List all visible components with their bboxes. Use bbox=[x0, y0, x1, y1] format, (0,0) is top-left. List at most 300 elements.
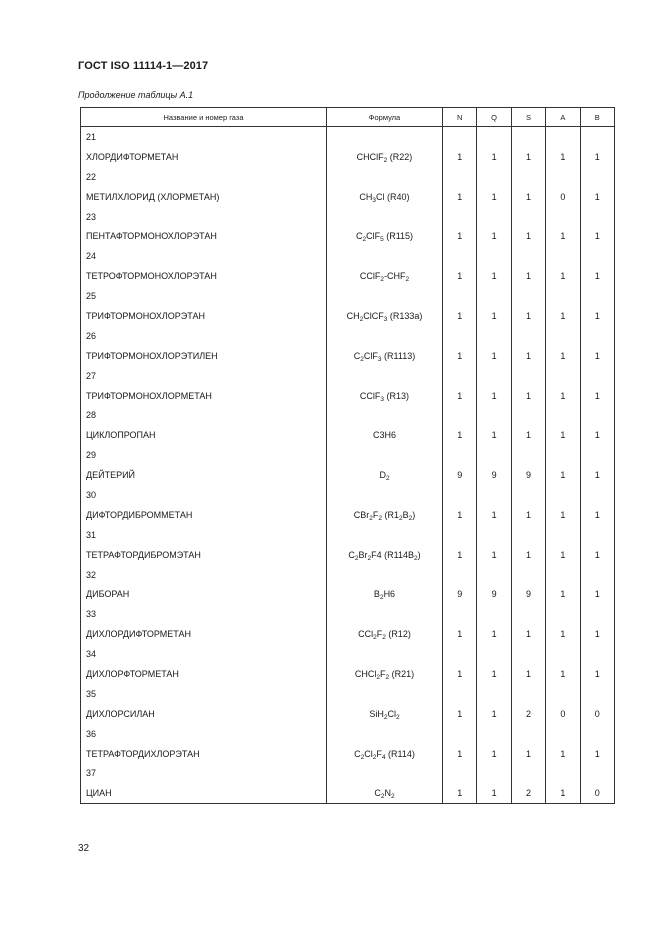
gas-formula bbox=[327, 664, 443, 684]
value-b: 1 bbox=[580, 346, 614, 366]
formula-part: C bbox=[354, 748, 361, 759]
formula-part: Cl bbox=[387, 708, 396, 719]
formula-part: B bbox=[373, 589, 380, 600]
formula-part: 2 bbox=[369, 514, 373, 522]
gas-number-row bbox=[81, 445, 615, 465]
empty-cell bbox=[477, 604, 511, 624]
formula-part: B bbox=[402, 509, 409, 520]
empty-cell bbox=[443, 286, 477, 306]
page-number: 32 bbox=[78, 843, 90, 854]
empty-cell bbox=[511, 167, 545, 187]
formula-part: 5 bbox=[380, 236, 384, 244]
formula-part: 2 bbox=[378, 514, 382, 522]
gas-number: 22 bbox=[81, 167, 327, 187]
empty-cell bbox=[443, 326, 477, 346]
empty-cell bbox=[546, 684, 580, 704]
value-n: 1 bbox=[443, 306, 477, 326]
value-b: 1 bbox=[580, 664, 614, 684]
gas-number: 32 bbox=[81, 565, 327, 585]
gas-name: МЕТИЛХЛОРИД (ХЛОРМЕТАН) bbox=[81, 187, 327, 207]
gas-row bbox=[81, 266, 615, 286]
gas-row bbox=[81, 147, 615, 167]
gas-formula bbox=[327, 744, 443, 764]
empty-cell bbox=[477, 127, 511, 147]
formula-part: 2 bbox=[385, 475, 390, 483]
value-n: 1 bbox=[443, 744, 477, 764]
gas-row bbox=[81, 425, 615, 445]
gas-formula bbox=[327, 306, 443, 326]
gas-name: ТЕТРАФТОРДИХЛОРЭТАН bbox=[81, 744, 327, 764]
value-a: 1 bbox=[546, 226, 580, 246]
formula-part: 2 bbox=[372, 753, 377, 761]
value-a: 1 bbox=[546, 664, 580, 684]
value-q: 9 bbox=[477, 465, 511, 485]
gas-number: 28 bbox=[81, 405, 327, 425]
gas-number-row bbox=[81, 326, 615, 346]
gas-number-row bbox=[81, 764, 615, 784]
formula-part: CClF bbox=[359, 271, 381, 282]
empty-cell bbox=[580, 286, 614, 306]
empty-cell bbox=[580, 764, 614, 784]
value-b: 1 bbox=[580, 624, 614, 644]
gas-row bbox=[81, 744, 615, 764]
column-header-a: A bbox=[546, 108, 580, 127]
formula-part: CBr bbox=[353, 509, 370, 520]
gas-formula bbox=[327, 187, 443, 207]
gas-number: 31 bbox=[81, 525, 327, 545]
formula-part: SiH bbox=[369, 708, 384, 719]
value-q: 1 bbox=[477, 306, 511, 326]
value-b: 1 bbox=[580, 386, 614, 406]
empty-cell bbox=[511, 604, 545, 624]
value-a: 1 bbox=[546, 425, 580, 445]
gas-row bbox=[81, 226, 615, 246]
empty-cell bbox=[511, 207, 545, 227]
empty-cell bbox=[327, 286, 443, 306]
value-s: 1 bbox=[511, 306, 545, 326]
empty-cell bbox=[443, 764, 477, 784]
gas-number: 29 bbox=[81, 445, 327, 465]
formula-part: (R1113) bbox=[381, 350, 416, 361]
gas-number: 24 bbox=[81, 246, 327, 266]
value-q: 1 bbox=[477, 624, 511, 644]
value-n: 1 bbox=[443, 624, 477, 644]
formula-part: C bbox=[348, 549, 355, 560]
gas-formula bbox=[327, 346, 443, 366]
table-body bbox=[81, 127, 615, 804]
value-q: 1 bbox=[477, 505, 511, 525]
empty-cell bbox=[443, 167, 477, 187]
value-s: 1 bbox=[511, 187, 545, 207]
empty-cell bbox=[443, 525, 477, 545]
value-n: 9 bbox=[443, 584, 477, 604]
formula-part: C bbox=[374, 788, 381, 799]
value-q: 1 bbox=[477, 147, 511, 167]
value-s: 1 bbox=[511, 545, 545, 565]
gas-formula bbox=[327, 624, 443, 644]
empty-cell bbox=[546, 764, 580, 784]
formula-part: H6 bbox=[383, 589, 396, 600]
empty-cell bbox=[443, 565, 477, 585]
value-s: 9 bbox=[511, 584, 545, 604]
gas-number-row bbox=[81, 405, 615, 425]
gas-row bbox=[81, 386, 615, 406]
gas-number: 35 bbox=[81, 684, 327, 704]
formula-part: ClF bbox=[363, 350, 378, 361]
formula-part: 2 bbox=[413, 554, 418, 562]
empty-cell bbox=[477, 167, 511, 187]
gas-formula bbox=[327, 704, 443, 724]
empty-cell bbox=[327, 485, 443, 505]
value-q: 1 bbox=[477, 386, 511, 406]
gas-number-row bbox=[81, 286, 615, 306]
formula-part: CClF bbox=[359, 390, 381, 401]
value-s: 2 bbox=[511, 704, 545, 724]
formula-part: ClF bbox=[366, 231, 381, 242]
value-q: 1 bbox=[477, 545, 511, 565]
value-b: 1 bbox=[580, 147, 614, 167]
empty-cell bbox=[546, 246, 580, 266]
gas-number-row bbox=[81, 207, 615, 227]
formula-part: 2 bbox=[360, 355, 364, 363]
value-b: 0 bbox=[580, 704, 614, 724]
value-b: 1 bbox=[580, 187, 614, 207]
formula-part: C3H6 bbox=[372, 430, 396, 441]
empty-cell bbox=[546, 565, 580, 585]
gas-name: ЦИАН bbox=[81, 783, 327, 803]
gas-number: 27 bbox=[81, 366, 327, 386]
empty-cell bbox=[477, 246, 511, 266]
formula-part: CHClF bbox=[356, 151, 384, 162]
formula-part: CH bbox=[359, 191, 373, 202]
gas-name: ДИХЛОРФТОРМЕТАН bbox=[81, 664, 327, 684]
formula-part: CHCl bbox=[354, 668, 377, 679]
gas-name: ТРИФТОРМОНОХЛОРМЕТАН bbox=[81, 386, 327, 406]
formula-part: (R114) bbox=[385, 748, 415, 759]
value-n: 1 bbox=[443, 664, 477, 684]
formula-part: 2 bbox=[354, 554, 359, 562]
empty-cell bbox=[580, 724, 614, 744]
empty-cell bbox=[580, 684, 614, 704]
empty-cell bbox=[443, 485, 477, 505]
empty-cell bbox=[580, 644, 614, 664]
value-s: 1 bbox=[511, 147, 545, 167]
empty-cell bbox=[443, 366, 477, 386]
gas-name: ДИБОРАН bbox=[81, 584, 327, 604]
formula-part: 2 bbox=[408, 514, 413, 522]
gas-name: ДИХЛОРСИЛАН bbox=[81, 704, 327, 724]
formula-part: C bbox=[353, 350, 361, 361]
value-a: 1 bbox=[546, 266, 580, 286]
value-s: 1 bbox=[511, 346, 545, 366]
formula-part: F bbox=[376, 748, 382, 759]
formula-part: (R13) bbox=[384, 390, 410, 401]
formula-part: (R22) bbox=[387, 151, 413, 162]
formula-part: F bbox=[376, 629, 383, 640]
empty-cell bbox=[511, 565, 545, 585]
value-s: 1 bbox=[511, 624, 545, 644]
gas-table bbox=[80, 107, 615, 804]
gas-number-row bbox=[81, 366, 615, 386]
gas-number-row bbox=[81, 644, 615, 664]
formula-part: 2 bbox=[405, 276, 410, 284]
empty-cell bbox=[580, 246, 614, 266]
formula-part: 2 bbox=[376, 673, 380, 681]
formula-part: CCl bbox=[358, 629, 374, 640]
formula-part: N bbox=[384, 788, 391, 799]
formula-part: F4 (R114B bbox=[371, 549, 414, 560]
empty-cell bbox=[511, 724, 545, 744]
empty-cell bbox=[580, 127, 614, 147]
empty-cell bbox=[477, 724, 511, 744]
value-q: 1 bbox=[477, 346, 511, 366]
gas-name: ПЕНТАФТОРМОНОХЛОРЭТАН bbox=[81, 226, 327, 246]
value-n: 1 bbox=[443, 704, 477, 724]
value-b: 1 bbox=[580, 226, 614, 246]
formula-part: F bbox=[379, 668, 386, 679]
empty-cell bbox=[511, 644, 545, 664]
value-a: 0 bbox=[546, 704, 580, 724]
empty-cell bbox=[327, 604, 443, 624]
value-s: 1 bbox=[511, 266, 545, 286]
empty-cell bbox=[327, 525, 443, 545]
gas-row bbox=[81, 584, 615, 604]
gas-row bbox=[81, 465, 615, 485]
gas-name: ТРИФТОРМОНОХЛОРЭТИЛЕН bbox=[81, 346, 327, 366]
empty-cell bbox=[327, 405, 443, 425]
empty-cell bbox=[443, 246, 477, 266]
value-n: 1 bbox=[443, 226, 477, 246]
value-b: 1 bbox=[580, 744, 614, 764]
formula-part: 2 bbox=[379, 594, 384, 602]
gas-number: 37 bbox=[81, 764, 327, 784]
empty-cell bbox=[580, 485, 614, 505]
gas-number-row bbox=[81, 525, 615, 545]
value-n: 1 bbox=[443, 266, 477, 286]
empty-cell bbox=[327, 127, 443, 147]
value-s: 2 bbox=[511, 783, 545, 803]
gas-row bbox=[81, 545, 615, 565]
empty-cell bbox=[546, 167, 580, 187]
empty-cell bbox=[546, 405, 580, 425]
gas-number: 36 bbox=[81, 724, 327, 744]
value-s: 1 bbox=[511, 664, 545, 684]
value-a: 1 bbox=[546, 306, 580, 326]
gas-row bbox=[81, 187, 615, 207]
empty-cell bbox=[546, 644, 580, 664]
column-header-name: Название и номер газа bbox=[81, 108, 327, 127]
formula-part: Cl (R40) bbox=[376, 191, 410, 202]
value-q: 9 bbox=[477, 584, 511, 604]
formula-part: 2 bbox=[373, 634, 377, 642]
formula-part: C bbox=[355, 231, 363, 242]
value-n: 1 bbox=[443, 545, 477, 565]
gas-number-row bbox=[81, 485, 615, 505]
value-a: 1 bbox=[546, 584, 580, 604]
gas-number: 33 bbox=[81, 604, 327, 624]
gas-formula bbox=[327, 505, 443, 525]
column-header-b: B bbox=[580, 108, 614, 127]
empty-cell bbox=[477, 485, 511, 505]
document-title: ГОСТ ISO 11114-1—2017 bbox=[78, 60, 209, 72]
formula-part: 2 bbox=[367, 554, 372, 562]
empty-cell bbox=[546, 604, 580, 624]
empty-cell bbox=[511, 326, 545, 346]
gas-name: ХЛОРДИФТОРМЕТАН bbox=[81, 147, 327, 167]
empty-cell bbox=[511, 405, 545, 425]
value-a: 1 bbox=[546, 744, 580, 764]
formula-part: 3 bbox=[380, 395, 385, 403]
gas-formula bbox=[327, 465, 443, 485]
value-n: 1 bbox=[443, 147, 477, 167]
empty-cell bbox=[477, 445, 511, 465]
empty-cell bbox=[477, 207, 511, 227]
gas-row bbox=[81, 624, 615, 644]
empty-cell bbox=[327, 764, 443, 784]
formula-part: 2 bbox=[382, 634, 386, 642]
empty-cell bbox=[580, 405, 614, 425]
empty-cell bbox=[511, 525, 545, 545]
value-q: 1 bbox=[477, 783, 511, 803]
empty-cell bbox=[511, 366, 545, 386]
value-q: 1 bbox=[477, 425, 511, 445]
empty-cell bbox=[511, 127, 545, 147]
gas-number: 34 bbox=[81, 644, 327, 664]
gas-name: ДЕЙТЕРИЙ bbox=[81, 465, 327, 485]
gas-name: ТРИФТОРМОНОХЛОРЭТАН bbox=[81, 306, 327, 326]
value-b: 1 bbox=[580, 425, 614, 445]
value-s: 1 bbox=[511, 505, 545, 525]
formula-part: 2 bbox=[360, 753, 365, 761]
formula-part: 2 bbox=[380, 276, 384, 284]
formula-part: 2 bbox=[383, 713, 388, 721]
gas-name: ДИФТОРДИБРОММЕТАН bbox=[81, 505, 327, 525]
value-n: 1 bbox=[443, 783, 477, 803]
value-n: 1 bbox=[443, 346, 477, 366]
gas-number-row bbox=[81, 565, 615, 585]
empty-cell bbox=[546, 326, 580, 346]
empty-cell bbox=[477, 326, 511, 346]
empty-cell bbox=[511, 485, 545, 505]
formula-part: -CHF bbox=[384, 271, 406, 282]
empty-cell bbox=[511, 286, 545, 306]
formula-part: 2 bbox=[396, 713, 400, 721]
value-n: 1 bbox=[443, 425, 477, 445]
empty-cell bbox=[511, 445, 545, 465]
formula-part: ) bbox=[412, 509, 416, 520]
gas-name: ДИХЛОРДИФТОРМЕТАН bbox=[81, 624, 327, 644]
empty-cell bbox=[327, 445, 443, 465]
value-a: 1 bbox=[546, 545, 580, 565]
empty-cell bbox=[477, 764, 511, 784]
value-q: 1 bbox=[477, 266, 511, 286]
table-caption: Продолжение таблицы А.1 bbox=[78, 90, 194, 100]
value-n: 1 bbox=[443, 386, 477, 406]
column-header-n: N bbox=[443, 108, 477, 127]
empty-cell bbox=[580, 207, 614, 227]
value-a: 1 bbox=[546, 783, 580, 803]
value-n: 1 bbox=[443, 505, 477, 525]
gas-formula bbox=[327, 783, 443, 803]
empty-cell bbox=[327, 167, 443, 187]
gas-row bbox=[81, 664, 615, 684]
gas-number: 25 bbox=[81, 286, 327, 306]
value-q: 1 bbox=[477, 704, 511, 724]
empty-cell bbox=[546, 366, 580, 386]
gas-row bbox=[81, 306, 615, 326]
formula-part: (R12) bbox=[385, 629, 411, 640]
formula-part: (R21) bbox=[389, 668, 415, 679]
empty-cell bbox=[327, 644, 443, 664]
formula-part: CH bbox=[346, 310, 360, 321]
formula-part: 2 bbox=[399, 514, 403, 522]
empty-cell bbox=[511, 764, 545, 784]
empty-cell bbox=[443, 604, 477, 624]
empty-cell bbox=[580, 326, 614, 346]
value-q: 1 bbox=[477, 664, 511, 684]
empty-cell bbox=[580, 525, 614, 545]
value-s: 1 bbox=[511, 744, 545, 764]
value-n: 9 bbox=[443, 465, 477, 485]
formula-part: ClCF bbox=[363, 310, 384, 321]
gas-row bbox=[81, 704, 615, 724]
empty-cell bbox=[477, 565, 511, 585]
empty-cell bbox=[327, 207, 443, 227]
value-b: 1 bbox=[580, 465, 614, 485]
value-q: 1 bbox=[477, 187, 511, 207]
gas-number-row bbox=[81, 604, 615, 624]
gas-number: 23 bbox=[81, 207, 327, 227]
formula-part: 3 bbox=[372, 196, 377, 204]
empty-cell bbox=[327, 684, 443, 704]
gas-formula bbox=[327, 266, 443, 286]
value-a: 1 bbox=[546, 147, 580, 167]
empty-cell bbox=[443, 684, 477, 704]
column-header-formula: Формула bbox=[327, 108, 443, 127]
value-a: 0 bbox=[546, 187, 580, 207]
gas-row bbox=[81, 505, 615, 525]
gas-row bbox=[81, 783, 615, 803]
empty-cell bbox=[327, 565, 443, 585]
formula-part: 2 bbox=[383, 156, 388, 164]
formula-part: 3 bbox=[377, 355, 382, 363]
value-n: 1 bbox=[443, 187, 477, 207]
gas-number: 21 bbox=[81, 127, 327, 147]
gas-formula bbox=[327, 584, 443, 604]
formula-part: 2 bbox=[359, 315, 364, 323]
formula-part: 4 bbox=[381, 753, 386, 761]
table-header-row bbox=[81, 108, 615, 127]
formula-part: (R133a) bbox=[387, 310, 423, 321]
gas-formula bbox=[327, 147, 443, 167]
value-a: 1 bbox=[546, 624, 580, 644]
empty-cell bbox=[327, 366, 443, 386]
empty-cell bbox=[580, 604, 614, 624]
empty-cell bbox=[580, 565, 614, 585]
value-b: 1 bbox=[580, 545, 614, 565]
empty-cell bbox=[443, 724, 477, 744]
gas-number-row bbox=[81, 167, 615, 187]
column-header-q: Q bbox=[477, 108, 511, 127]
empty-cell bbox=[477, 525, 511, 545]
empty-cell bbox=[477, 366, 511, 386]
value-s: 1 bbox=[511, 386, 545, 406]
empty-cell bbox=[477, 684, 511, 704]
empty-cell bbox=[580, 366, 614, 386]
gas-number: 30 bbox=[81, 485, 327, 505]
empty-cell bbox=[477, 405, 511, 425]
value-a: 1 bbox=[546, 505, 580, 525]
